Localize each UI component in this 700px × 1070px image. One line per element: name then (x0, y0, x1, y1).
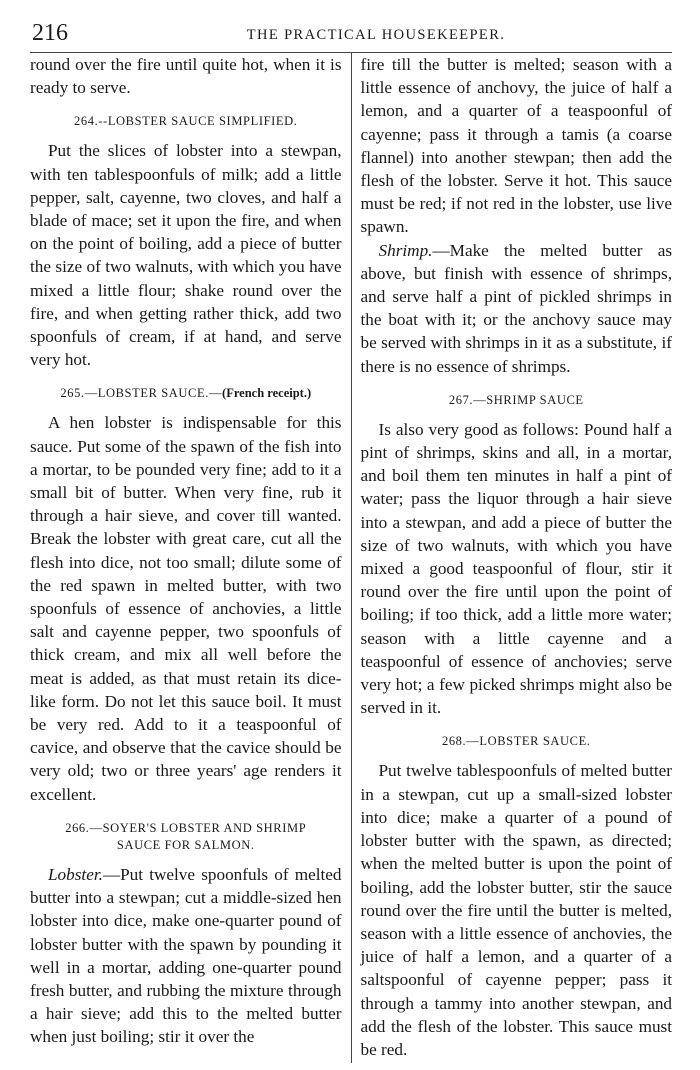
lobster-text: —Put twelve spoonfuls of melted butter into a stewpan; cut a middle-sized hen lobster into dice, make one-quarter pound of lobster butter with the spawn by pounding it well in a mortar, adding one-quarter pound fresh butter, and rubbing the mixture through a hair sieve; add this to the melted butter when just boiling; stir it over the (30, 864, 342, 1047)
shrimp-text: —Make the melted butter as above, but finish with essence of shrimps, and serve half a pint of pickled shrimps in the boat with it; or the anchovy sauce may be served with shrimps in it as a substitute, if there is no essence of shrimps. (360, 240, 673, 376)
recipe-265-heading (30, 385, 342, 402)
recipe-265-title: 265.—LOBSTER SAUCE.— (60, 386, 223, 401)
recipe-264-heading: 264.--LOBSTER SAUCE SIMPLIFIED. (74, 114, 298, 129)
recipe-265-note: (French receipt.) (222, 386, 312, 401)
two-column-body (30, 53, 672, 1063)
left-column (30, 53, 351, 1063)
recipe-267-text: Is also very good as follows: Pound half a pint of shrimps, skins and all, in a mortar, and boil them ten minutes in half a pint of water; pass the liquor through a hair sieve into a stewpan, and add a piece of butter the size of two walnuts, with which you have mixed a good teaspoonful of flour, stir it round over the fire until upon the point of boiling; if too thick, add a little more water; season with a little cayenne and a teaspoonful of essence of anchovies; serve very hot; a few picked shrimps might also be served in it. (360, 419, 673, 718)
recipe-264-text: Put the slices of lobster into a stewpan, with ten tablespoonfuls of milk; add a little pepper, salt, cayenne, two cloves, and half a blade of mace; set it upon the fire, and when on the point of boiling, add a piece of butter the size of two walnuts, with which you have mixed a little flour; shake round over the fire, and when getting rather thick, add two spoonfuls of cream, if at hand, and serve very hot. (30, 141, 342, 370)
recipe-266-heading-line1: 266.—SOYER'S LOBSTER AND SHRIMP (65, 820, 307, 835)
page-number: 216 (32, 20, 68, 46)
recipe-268-heading: 268.—LOBSTER SAUCE. (441, 734, 591, 749)
page-header (30, 16, 672, 53)
recipe-267-heading: 267.—SHRIMP SAUCE (448, 392, 584, 407)
recipe-265-text: A hen lobster is indispensable for this sauce. Put some of the spawn of the fish into a mortar, to be pounded very fine; add to it a small bit of butter. When very fine, rub it through a hair sieve, and cover till wanted. Break the lobster with great care, cut all the flesh into dice, not too small; dilute some of the red spawn in melted butter, with two spoonfuls of essence of anchovies, a little salt and cayenne pepper, two spoonfuls of thick cream, and mix all well before the meat is added, as that must retain its dice-like form. Do not let this sauce boil. It must be very red. Add to it a teaspoonful of cavice, and observe that the cavice should be very old; two or three years' age renders it excellent. (30, 413, 342, 804)
recipe-266-heading (30, 820, 342, 854)
continuation-paragraph-right: fire till the butter is melted; season with a little essence of anchovy, the juice of half a lemon, and a quarter of a teaspoonful of cayenne; pass it through a tamis (a coarse flannel) into another stewpan; then add the flesh of the lobster. Serve it hot. This sauce must be red; if not red in the lobster, use live spawn. (360, 55, 673, 237)
right-column (352, 53, 673, 1063)
running-head: THE PRACTICAL HOUSEKEEPER. (246, 27, 506, 43)
lobster-runin: Lobster. (48, 864, 103, 884)
shrimp-runin: Shrimp. (378, 240, 433, 260)
recipe-266-text (30, 863, 342, 1049)
recipe-268-text: Put twelve tablespoonfuls of melted butter in a stewpan, cut up a small-sized lobster into dice; make a quarter of a pound of lobster butter with the spawn, as directed; when the melted butter is upon the point of boiling, add the lobster butter, stir the sauce round over the fire until the butter is melted, season with a little essence of anchovies, the juice of half a lemon, and a quarter of a saltspoonful of cayenne pepper; pass it through a tammy into another stewpan, and add the flesh of the lobster. This sauce must be red. (360, 761, 673, 1059)
continuation-paragraph: round over the fire until quite hot, when it is ready to serve. (30, 55, 342, 98)
shrimp-paragraph (361, 239, 673, 378)
recipe-266-heading-line2: SAUCE FOR SALMON. (116, 837, 255, 852)
